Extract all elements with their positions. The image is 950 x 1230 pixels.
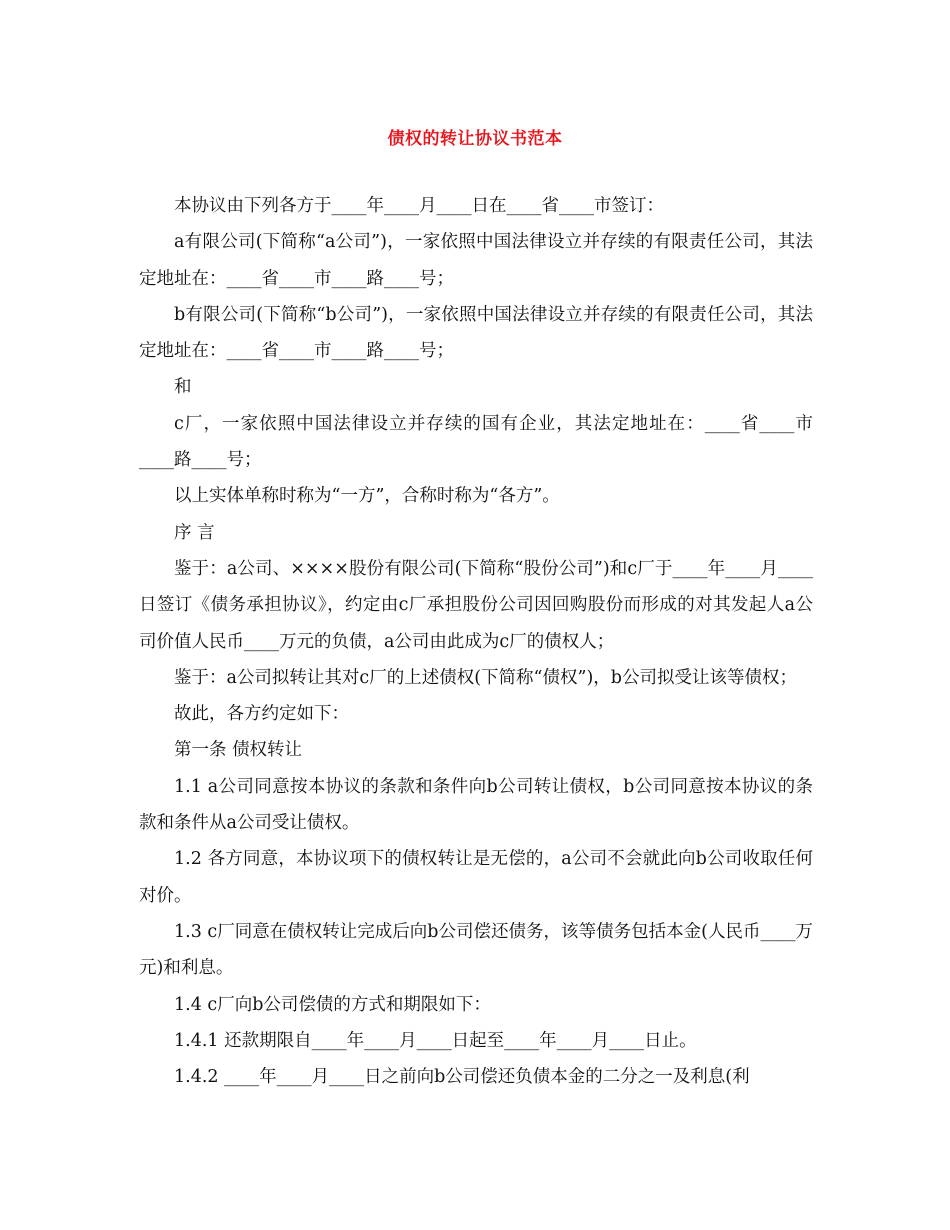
paragraph-and: 和	[174, 377, 192, 398]
heading-preamble: 序 言	[174, 522, 215, 543]
paragraph-party-c: c厂，一家依照中国法律设立并存续的国有企业，其法定地址在：____省____市____路____号；	[139, 413, 813, 471]
paragraph-whereas-1: 鉴于：a公司、××××股份有限公司(下简称“股份公司”)和c厂于____年____月____日签订《债务承担协议》，约定由c厂承担股份公司因回购股份而形成的对其发起人a公司价值人民币____万元的负债，a公司由此成为c厂的债权人；	[139, 558, 813, 652]
document-title: 债权的转让协议书范本	[387, 129, 563, 149]
clause-1-3: 1.3 c厂同意在债权转让完成后向b公司偿还债务，该等债务包括本金(人民币____万元)和利息。	[139, 921, 813, 979]
clause-1-4: 1.4 c厂向b公司偿债的方式和期限如下：	[174, 994, 491, 1015]
clause-1-2: 1.2 各方同意，本协议项下的债权转让是无偿的，a公司不会就此向b公司收取任何对价。	[139, 849, 813, 906]
heading-article-1: 第一条 债权转让	[174, 740, 303, 761]
paragraph-agreement-intro: 故此，各方约定如下：	[174, 704, 349, 725]
paragraph-whereas-2: 鉴于：a公司拟转让其对c厂的上述债权(下简称“债权”)，b公司拟受让该等债权；	[174, 667, 797, 688]
clause-1-1: 1.1 a公司同意按本协议的条款和条件向b公司转让债权，b公司同意按本协议的条款和条件从a公司受让债权。	[139, 776, 813, 834]
clause-1-4-2: 1.4.2 ____年____月____日之前向b公司偿还负债本金的二分之一及利息(利	[174, 1067, 750, 1088]
paragraph-party-definitions: 以上实体单称时称为“一方”，合称时称为“各方”。	[174, 486, 560, 507]
paragraph-party-b: b有限公司(下简称“b公司”)，一家依照中国法律设立并存续的有限责任公司，其法定地址在：____省____市____路____号；	[139, 304, 813, 362]
clause-1-4-1: 1.4.1 还款期限自____年____月____日起至____年____月____日止。	[174, 1030, 697, 1051]
paragraph-party-a: a有限公司(下简称“a公司”)，一家依照中国法律设立并存续的有限责任公司，其法定地址在：____省____市____路____号；	[139, 232, 813, 289]
document-body	[139, 188, 813, 1095]
paragraph-signing-info: 本协议由下列各方于____年____月____日在____省____市签订：	[174, 196, 664, 216]
